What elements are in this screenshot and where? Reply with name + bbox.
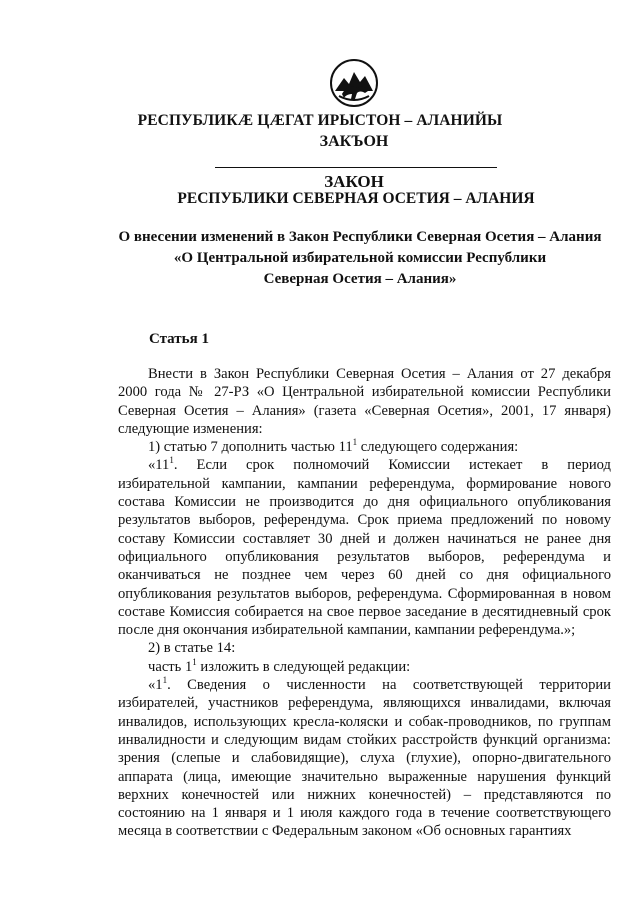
article-text-line: оканчиваться не позднее чем через 60 дней со дня официального bbox=[118, 567, 611, 584]
article-text-line: результатов выборов, референдума. Срок приема предложений по новому bbox=[118, 512, 611, 529]
article-text-line: Внести в Закон Республики Северная Осетия – Алания от 27 декабря bbox=[148, 366, 611, 382]
law-title bbox=[0, 227, 640, 290]
republic-heading: РЕСПУБЛИКИ СЕВЕРНАЯ ОСЕТИЯ – АЛАНИЯ bbox=[177, 190, 535, 207]
article-text-line: «$1^1$. Сведения о численности на соответствующей территории bbox=[148, 676, 611, 694]
law-heading: ЗАКОН bbox=[324, 172, 384, 191]
article-heading: Статья 1 bbox=[149, 331, 209, 347]
article-text-line: составе Комиссия собирается на свое первое заседание в десятидневный срок bbox=[118, 603, 611, 620]
article-text-line: 2000 года № 27-РЗ «О Центральной избирательной комиссии Республики bbox=[118, 384, 611, 401]
article-text-line: зрения (слепые и слабовидящие), слуха (глухие), опорно-двигательного bbox=[118, 750, 611, 767]
law-title-line: Северная Осетия – Алания» bbox=[263, 271, 457, 287]
article-text-line: инвалидности и следующим видам стойких расстройств функций организма: bbox=[118, 731, 611, 748]
article-text-line: следующие изменения: bbox=[118, 420, 263, 437]
article-text-line: «$11^1$. Если срок полномочий Комиссии истекает в период bbox=[148, 456, 611, 474]
article-text-line: аппарата (лица, имеющие значительно выраженные нарушения функций bbox=[118, 768, 611, 785]
article-text-line: состава Комиссии не производится до дня официального опубликования bbox=[118, 494, 611, 511]
law-title-line: О внесении изменений в Закон Республики Северная Осетия – Алания bbox=[118, 229, 602, 245]
article-body bbox=[118, 365, 611, 841]
article-text-line: 1) статью 7 дополнить частью $11^1$ следующего содержания: bbox=[148, 438, 519, 456]
article-text-line: состоянию на 1 января и 1 июля каждого года в течение соответствующего bbox=[118, 805, 611, 822]
article-text-line: 2) в статье 14: bbox=[148, 640, 236, 657]
article-text-line: избирателей, участников референдума, являющихся инвалидами, включая bbox=[118, 695, 611, 712]
article-text-line: опубликования результатов выборов, референдума. Сформированная в новом bbox=[118, 585, 611, 602]
article-text-line: инвалидов, использующих кресла-коляски и собак-проводников, по группам bbox=[118, 713, 611, 730]
article-text-line: после дня окончания избирательной кампании, кампании референдума.»; bbox=[118, 622, 576, 639]
article-text-line: избирательной кампании, кампании референдума, формирование нового bbox=[118, 475, 611, 492]
article-text-line: верхних конечностей или нижних конечностей) – представляются по bbox=[118, 786, 611, 803]
article-text-line: составу Комиссии составляет 30 дней и должен начинаться не ранее дня bbox=[118, 530, 611, 547]
ossetian-republic-heading: РЕСПУБЛИКӔ ЦӔГАТ ИРЫСТОН – АЛАНИЙЫ bbox=[137, 112, 503, 129]
law-title-line: «О Центральной избирательной комиссии Республики bbox=[173, 250, 547, 266]
article-text-line: официального опубликования результатов выборов, референдума и bbox=[118, 548, 611, 565]
article-text-line: месяца в соответствии с Федеральным законом «Об основных гарантиях bbox=[118, 823, 572, 840]
coat-of-arms-icon bbox=[329, 58, 379, 108]
header-divider bbox=[215, 167, 497, 168]
ossetian-law-heading: ЗАКЪОН bbox=[319, 133, 389, 150]
article-text-line: Северная Осетия – Алания» (газета «Северная Осетия», 2001, 17 января) bbox=[118, 402, 611, 419]
article-text-line: часть $1^1$ изложить в следующей редакции: bbox=[148, 657, 411, 675]
